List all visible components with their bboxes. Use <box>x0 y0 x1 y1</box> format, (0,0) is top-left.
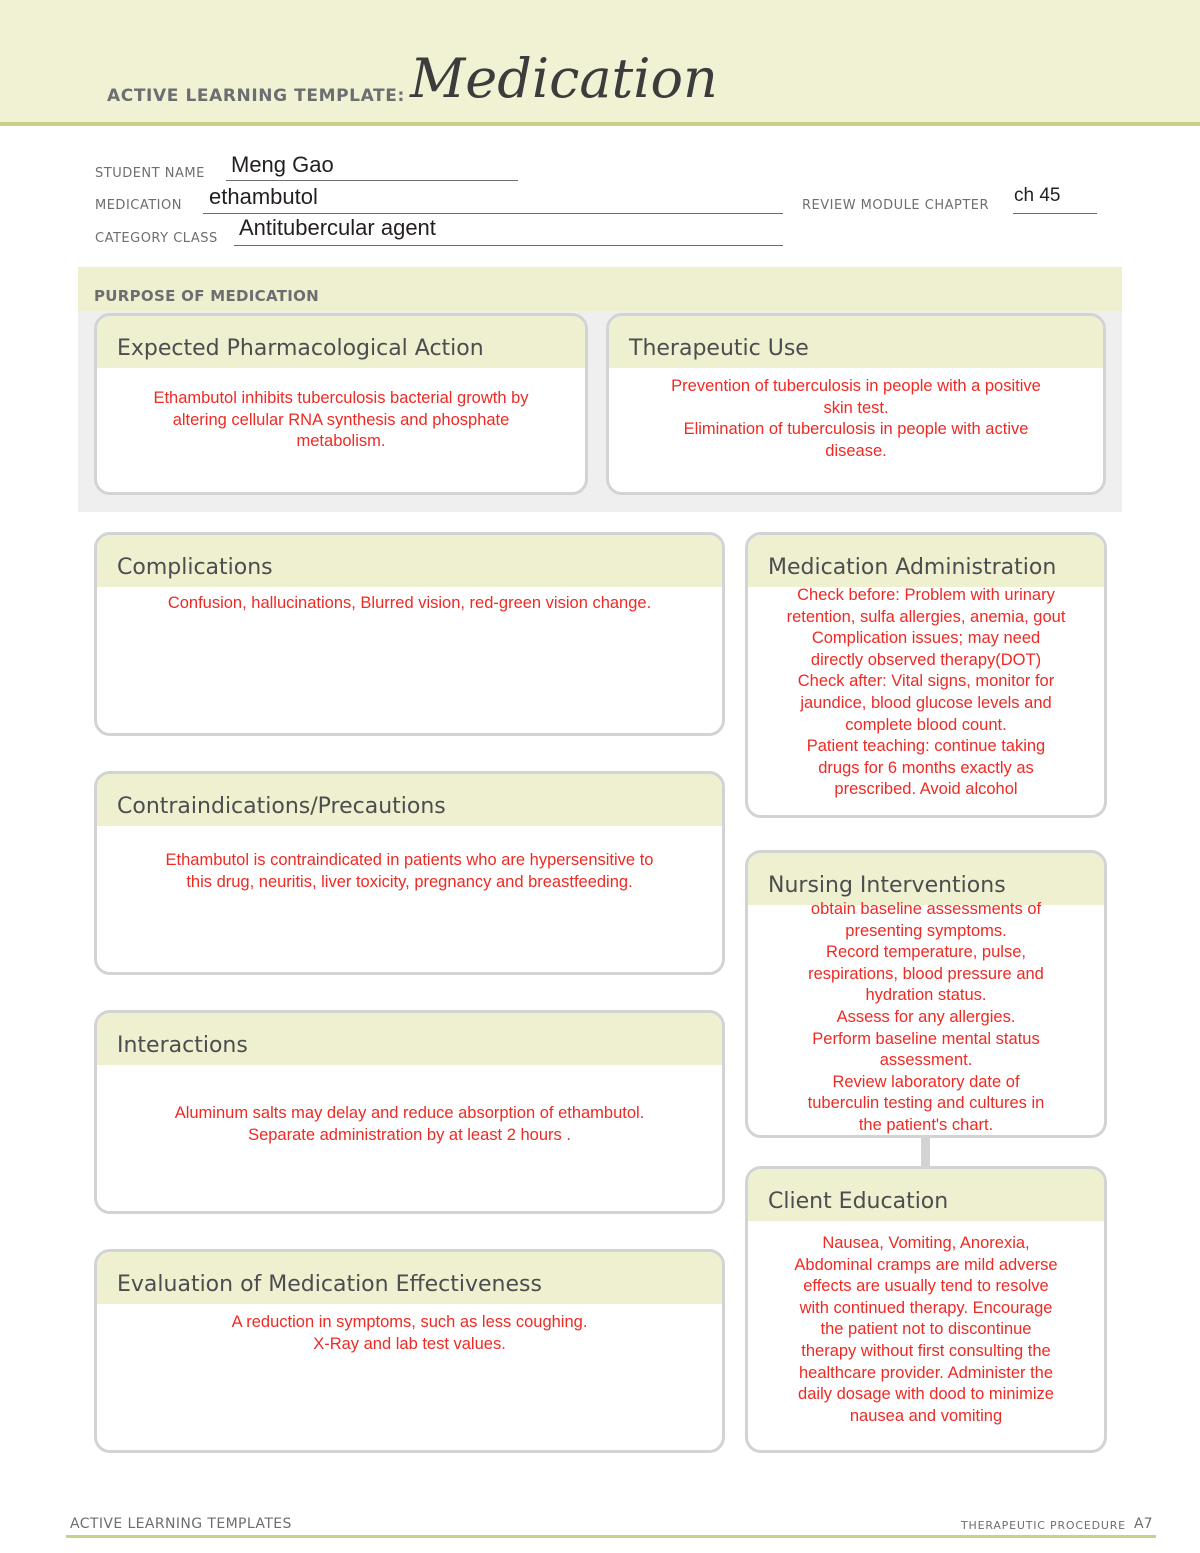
text-line: Patient teaching: continue taking <box>806 737 1046 756</box>
page-title: Medication <box>410 47 718 110</box>
text-line: skin test. <box>823 398 889 417</box>
card-title: Therapeutic Use <box>629 336 809 361</box>
text-line: Abdominal cramps are mild adverse <box>794 1255 1058 1274</box>
text-line: daily dosage with dood to minimize <box>798 1385 1054 1404</box>
text-line: Check before: Problem with urinary <box>797 586 1055 604</box>
complications-card <box>94 532 725 736</box>
text-line: metabolism. <box>296 432 386 451</box>
text-line: this drug, neuritis, liver toxicity, pregnancy and breastfeeding. <box>186 872 633 891</box>
evaluation-card <box>94 1249 725 1453</box>
text-line: Confusion, hallucinations, Blurred vision, red-green vision change. <box>167 594 652 612</box>
evaluation-text[interactable] <box>105 1312 714 1355</box>
text-line: with continued therapy. Encourage <box>799 1298 1053 1317</box>
text-line: Perform baseline mental status <box>812 1029 1040 1048</box>
text-line: Record temperature, pulse, <box>826 943 1026 962</box>
client-education-text[interactable] <box>756 1233 1096 1427</box>
card-title: Contraindications/Precautions <box>117 794 446 819</box>
text-line: X-Ray and lab test values. <box>313 1334 506 1353</box>
text-line: A reduction in symptoms, such as less coughing. <box>231 1313 588 1331</box>
card-title: Evaluation of Medication Effectiveness <box>117 1272 542 1297</box>
therapeutic-use-text[interactable] <box>617 376 1095 462</box>
category-class-line <box>234 245 783 246</box>
text-line: drugs for 6 months exactly as <box>818 758 1034 777</box>
interactions-card <box>94 1010 725 1214</box>
card-title: Interactions <box>117 1033 248 1058</box>
text-line: jaundice, blood glucose levels and <box>800 693 1052 712</box>
review-module-line <box>1013 213 1097 214</box>
footer-rule <box>66 1535 1156 1538</box>
review-module-field[interactable]: ch 45 <box>1014 185 1061 206</box>
card-title: Nursing Interventions <box>768 873 1006 898</box>
text-line: Aluminum salts may delay and reduce absorption of ethambutol. <box>174 1104 645 1122</box>
footer-right-text: THERAPEUTIC PROCEDURE <box>961 1519 1126 1532</box>
text-line: therapy without first consulting the <box>801 1341 1051 1360</box>
text-line: Review laboratory date of <box>832 1072 1020 1091</box>
text-line: directly observed therapy(DOT) <box>810 650 1042 669</box>
expected-action-card <box>94 313 588 495</box>
nursing-interventions-text[interactable] <box>756 899 1096 1137</box>
student-name-line <box>226 180 518 181</box>
medication-label: MEDICATION <box>95 198 182 213</box>
medication-line <box>203 213 783 214</box>
expected-action-text[interactable] <box>105 388 577 453</box>
page-number: A7 <box>1134 1516 1153 1532</box>
section-connector <box>921 1138 930 1166</box>
text-line: retention, sulfa allergies, anemia, gout <box>786 607 1066 626</box>
nursing-interventions-card <box>745 850 1107 1138</box>
template-label: ACTIVE LEARNING TEMPLATE: <box>107 86 405 106</box>
client-education-card <box>745 1166 1107 1453</box>
text-line: hydration status. <box>865 986 987 1005</box>
administration-card <box>745 532 1107 818</box>
header-rule <box>0 122 1200 126</box>
text-line: Nausea, Vomiting, Anorexia, <box>822 1234 1030 1252</box>
text-line: disease. <box>825 441 887 460</box>
text-line: complete blood count. <box>845 715 1007 734</box>
category-class-label: CATEGORY CLASS <box>95 231 218 246</box>
text-line: altering cellular RNA synthesis and phosphate <box>172 410 510 429</box>
text-line: assessment. <box>879 1051 973 1070</box>
text-line: obtain baseline assessments of <box>810 900 1042 918</box>
medication-field[interactable]: ethambutol <box>209 184 318 209</box>
review-module-label: REVIEW MODULE CHAPTER <box>802 198 990 213</box>
text-line: healthcare provider. Administer the <box>798 1363 1054 1382</box>
text-line: Complication issues; may need <box>811 629 1041 648</box>
text-line: nausea and vomiting <box>849 1406 1003 1425</box>
card-title: Client Education <box>768 1189 949 1214</box>
complications-text[interactable] <box>105 593 714 615</box>
text-line: Prevention of tuberculosis in people with a positive <box>671 377 1041 395</box>
text-line: tuberculin testing and cultures in <box>807 1094 1045 1113</box>
text-line: Ethambutol is contraindicated in patients who are hypersensitive to <box>165 851 654 869</box>
administration-text[interactable] <box>756 585 1096 801</box>
card-title: Expected Pharmacological Action <box>117 336 484 361</box>
contraindications-text[interactable] <box>105 850 714 893</box>
text-line: Assess for any allergies. <box>836 1007 1016 1026</box>
contraindications-card <box>94 771 725 975</box>
interactions-text[interactable] <box>105 1103 714 1146</box>
text-line: presenting symptoms. <box>845 921 1007 940</box>
category-class-field[interactable]: Antitubercular agent <box>239 215 436 240</box>
card-title: Complications <box>117 555 273 580</box>
student-name-label: STUDENT NAME <box>95 166 205 181</box>
text-line: Separate administration by at least 2 hours . <box>248 1125 571 1144</box>
footer-left-text: ACTIVE LEARNING TEMPLATES <box>70 1516 292 1532</box>
text-line: prescribed. Avoid alcohol <box>834 780 1018 799</box>
card-title: Medication Administration <box>768 555 1057 580</box>
student-name-field[interactable]: Meng Gao <box>231 152 334 177</box>
therapeutic-use-card <box>606 313 1106 495</box>
text-line: Ethambutol inhibits tuberculosis bacterial growth by <box>153 389 529 407</box>
text-line: the patient not to discontinue <box>820 1320 1032 1339</box>
text-line: respirations, blood pressure and <box>808 964 1044 983</box>
text-line: the patient's chart. <box>858 1115 994 1134</box>
text-line: effects are usually tend to resolve <box>803 1277 1049 1296</box>
purpose-label: PURPOSE OF MEDICATION <box>94 287 320 305</box>
text-line: Check after: Vital signs, monitor for <box>797 672 1055 691</box>
text-line: Elimination of tuberculosis in people with active <box>683 420 1029 439</box>
